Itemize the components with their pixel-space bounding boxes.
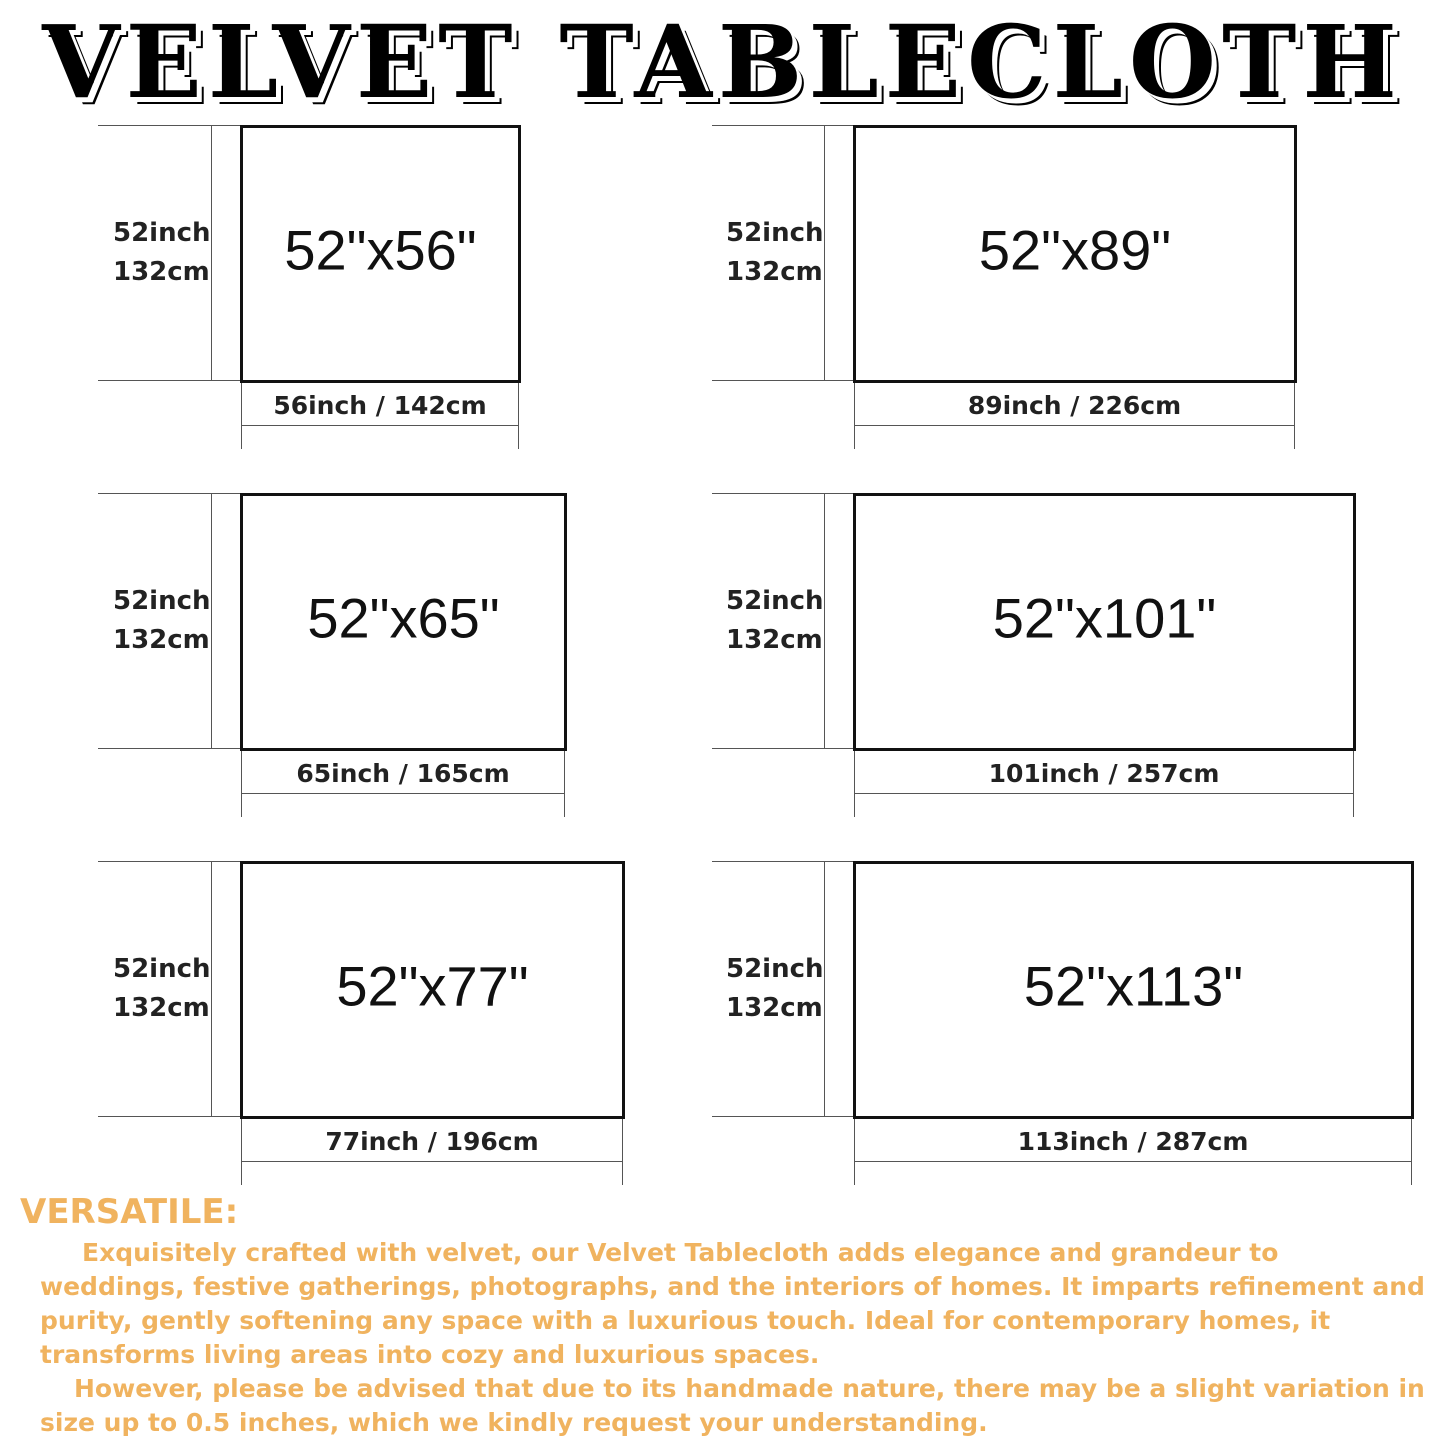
size-label: 52"x56" bbox=[284, 218, 477, 282]
width-label: 65inch / 165cm bbox=[296, 759, 510, 788]
height-cm-label: 132cm bbox=[726, 625, 823, 655]
height-cm-label: 132cm bbox=[726, 993, 823, 1023]
height-cm-label: 132cm bbox=[113, 257, 210, 287]
tablecloth-rect bbox=[853, 125, 1297, 383]
height-cm-label: 132cm bbox=[113, 993, 210, 1023]
page-title: VELVET TABLECLOTH bbox=[42, 3, 1403, 121]
description-paragraph: However, please be advised that due to its handmade nature, there may be a slight variation in size up to 0.5 inches, which we kindly request your understanding. bbox=[40, 1374, 1425, 1437]
size-label: 52"x89" bbox=[978, 218, 1172, 282]
height-inch-label: 52inch bbox=[113, 586, 211, 616]
tablecloth-rect bbox=[240, 861, 625, 1119]
tablecloth-rect bbox=[853, 493, 1356, 751]
tablecloth-rect bbox=[240, 493, 567, 751]
height-inch-label: 52inch bbox=[113, 218, 211, 248]
width-label: 56inch / 142cm bbox=[273, 391, 487, 420]
height-inch-label: 52inch bbox=[726, 954, 824, 984]
width-label: 113inch / 287cm bbox=[1017, 1127, 1249, 1156]
tablecloth-rect bbox=[853, 861, 1414, 1119]
height-cm-label: 132cm bbox=[113, 625, 210, 655]
height-inch-label: 52inch bbox=[113, 954, 211, 984]
height-cm-label: 132cm bbox=[726, 257, 823, 287]
size-label: 52"x65" bbox=[307, 586, 500, 650]
width-label: 101inch / 257cm bbox=[988, 759, 1220, 788]
description-paragraph: Exquisitely crafted with velvet, our Velvet Tablecloth adds elegance and grandeur to weddings, festive gatherings, photographs, and the interiors of homes. It imparts refinement and purity, gently softening any space with a luxurious touch. Ideal for contemporary homes, it transforms living areas into cozy and luxurious spaces. bbox=[40, 1238, 1425, 1369]
height-inch-label: 52inch bbox=[726, 218, 824, 248]
description-heading: VERSATILE: bbox=[20, 1192, 239, 1232]
size-label: 52"x77" bbox=[336, 954, 529, 1018]
tablecloth-rect bbox=[240, 125, 521, 383]
size-label: 52"x101" bbox=[992, 586, 1217, 650]
height-inch-label: 52inch bbox=[726, 586, 824, 616]
width-label: 89inch / 226cm bbox=[967, 391, 1182, 420]
width-label: 77inch / 196cm bbox=[325, 1127, 539, 1156]
size-label: 52"x113" bbox=[1023, 954, 1244, 1018]
description-block bbox=[20, 1190, 1430, 1440]
